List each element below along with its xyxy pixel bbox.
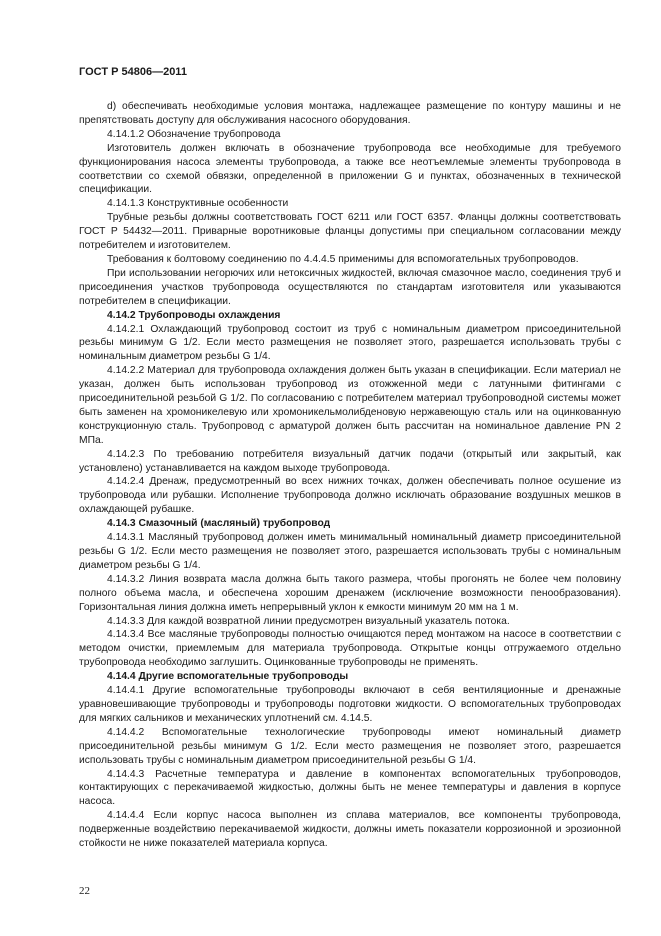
paragraph: d) обеспечивать необходимые условия монтажа, надлежащее размещение по контуру машины и не препятствовать доступу для обслуживания насосного оборудования. <box>79 101 621 126</box>
paragraph: 4.14.1.3 Конструктивные особенности <box>107 198 289 210</box>
paragraph: 4.14.2.1 Охлаждающий трубопровод состоит из труб с номинальным диаметром присоединительной резьбы минимум G 1/2. Если место размещения не позволяет этого, разрешается использовать трубы с номинальным диаметром резьбы G 1/4. <box>79 323 621 363</box>
paragraph: Изготовитель должен включать в обозначение трубопровода все необходимые для требуемого функционирования насоса элементы трубопровода, а также все неотъемлемые элементы трубопровода в соответствии со схемой обвязки, определенной в приложении G и пунктах, обозначенных в технической спецификации. <box>79 142 621 196</box>
paragraph: 4.14.2.2 Материал для трубопровода охлаждения должен быть указан в спецификации. Если материал не указан, должен быть использован трубопровод из отожженной меди с латунными фитингами с присоединительной резьбой G 1/2. По согласованию с потребителем материал трубопроводной системы может быть заменен на хромоникелевую или хромоникельмолибденовую нержавеющую сталь или на оцинкованную конструкционную сталь. Трубопровод с арматурой должен быть рассчитан на номинальное давление PN 2 МПа. <box>79 365 621 446</box>
section-heading: 4.14.4 Другие вспомогательные трубопроводы <box>107 671 349 683</box>
paragraph: 4.14.2.4 Дренаж, предусмотренный во всех нижних точках, должен обеспечивать полное осушение из трубопровода или рубашки. Исполнение трубопровода должно исключать образование воздушных мешков в охлаждающей рубашке. <box>79 476 621 516</box>
paragraph: При использовании негорючих или нетоксичных жидкостей, включая смазочное масло, соединения труб и присоединения участков трубопровода осуществляются по стандартам изготовителя или указываются потребителем в спецификации. <box>79 267 621 307</box>
document-header: ГОСТ Р 54806—2011 <box>79 66 187 78</box>
paragraph: 4.14.3.4 Все масляные трубопроводы полностью очищаются перед монтажом на насосе в соответствии с методом очистки, приемлемым для материала трубопровода. Открытые концы отгружаемого отдельно трубопровода необходимо заглушить. Оцинкованные трубопроводы не применять. <box>79 629 621 669</box>
section-heading: 4.14.2 Трубопроводы охлаждения <box>107 309 281 321</box>
paragraph: 4.14.4.3 Расчетные температура и давление в компонентах вспомогательных трубопроводов, контактирующих с перекачиваемой жидкостью, должны быть не менее температуры и давления в корпусе насоса. <box>79 768 621 808</box>
paragraph: 4.14.3.3 Для каждой возвратной линии предусмотрен визуальный указатель потока. <box>107 615 510 627</box>
page-number: 22 <box>79 885 90 897</box>
paragraph: 4.14.4.1 Другие вспомогательные трубопроводы включают в себя вентиляционные и дренажные уравновешивающие трубопроводы и трубопроводы подготовки жидкости. О вспомогательных трубопроводах для мягких сальников и механических уплотнений см. 4.14.5. <box>79 685 621 724</box>
paragraph: Требования к болтовому соединению по 4.4.4.5 применимы для вспомогательных трубопроводов. <box>107 253 579 265</box>
paragraph: 4.14.4.2 Вспомогательные технологические трубопроводы имеют номинальный диаметр присоединительной резьбы минимум G 1/2. Если место размещения не позволяет этого, разрешается использовать трубы с номинальным диаметром присоединительной резьбы G 1/4. <box>79 726 621 766</box>
paragraph: Трубные резьбы должны соответствовать ГОСТ 6211 или ГОСТ 6357. Фланцы должны соответствовать ГОСТ Р 54432—2011. Приварные воротниковые фланцы допустимы при специальном согласовании между потребителем и изготовителем. <box>79 212 621 252</box>
paragraph: 4.14.4.4 Если корпус насоса выполнен из сплава материалов, все компоненты трубопровода, подверженные воздействию перекачиваемой жидкости, должны иметь показатели коррозионной и эрозионной стойкости не ниже показателей материала корпуса. <box>79 810 621 850</box>
paragraph: 4.14.3.1 Масляный трубопровод должен иметь минимальный номинальный диаметр присоединительной резьбы G 1/2. Если место размещения не позволяет этого, разрешается использовать трубы с номинальным диаметром резьбы G 1/4. <box>79 532 621 571</box>
paragraph: 4.14.2.3 По требованию потребителя визуальный датчик подачи (открытый или закрытый, как установлено) устанавливается на каждом выходе трубопровода. <box>79 448 621 474</box>
document-body <box>79 100 621 851</box>
paragraph: 4.14.1.2 Обозначение трубопровода <box>107 128 281 140</box>
section-heading: 4.14.3 Смазочный (масляный) трубопровод <box>107 518 331 530</box>
paragraph: 4.14.3.2 Линия возврата масла должна быть такого размера, чтобы прогонять не более чем половину полного объема масла, и обеспечена хорошим дренажем (исключение возможности пенообразования). Горизонтальная линия должна иметь непрерывный уклон к емкости минимум 20 мм на 1 м. <box>79 573 621 613</box>
